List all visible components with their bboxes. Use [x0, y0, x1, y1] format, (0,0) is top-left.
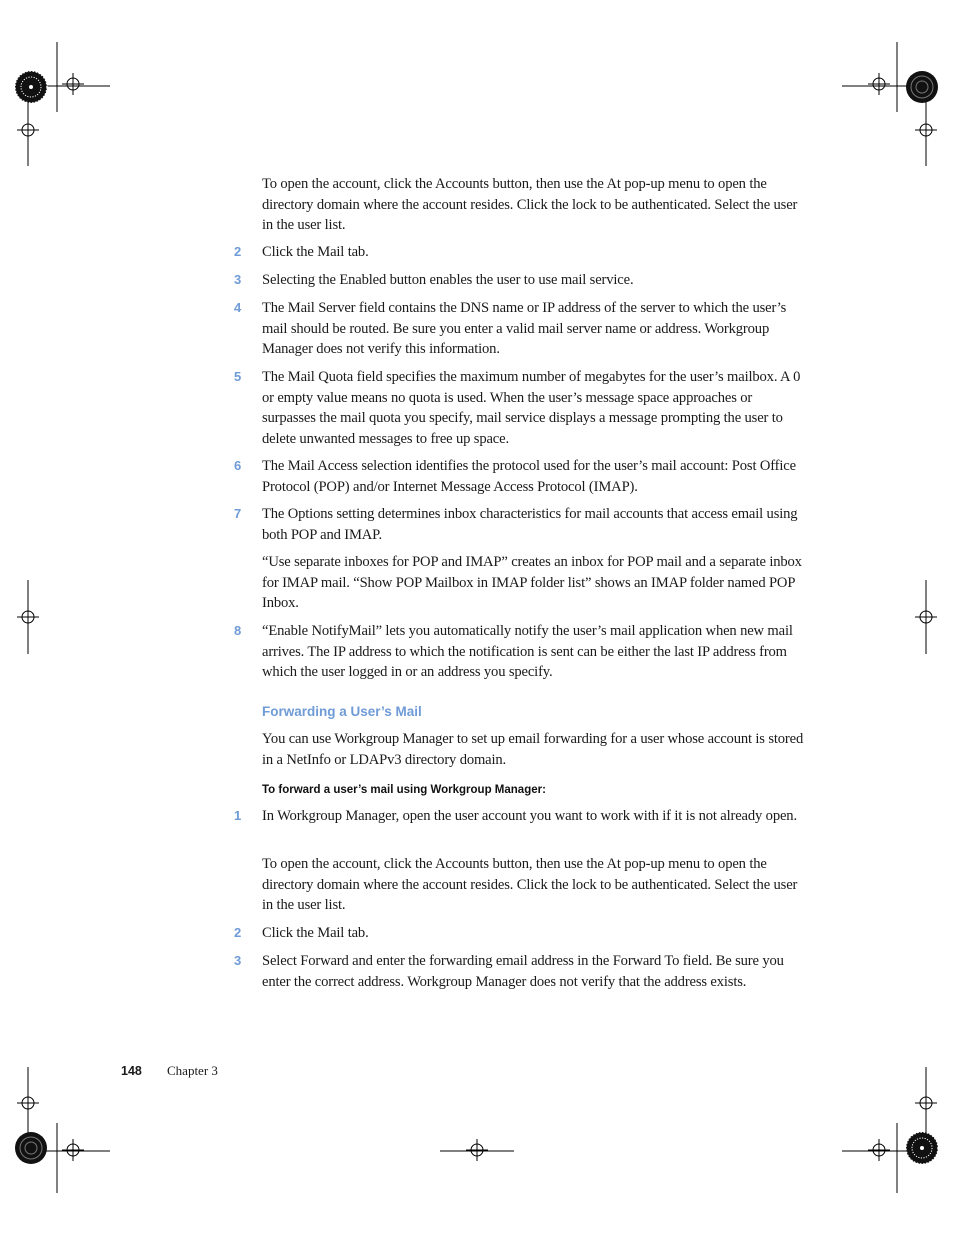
starburst-mark-icon	[906, 1132, 938, 1164]
step-number: 3	[234, 272, 242, 287]
registration-target-icon	[868, 73, 890, 95]
step-text: Select Forward and enter the forwarding email address in the Forward To field. Be sure you enter the correct address. Workgroup Manager does not verify that the address exists.	[262, 953, 784, 990]
dial-mark-icon	[906, 71, 938, 103]
step-number: 6	[234, 458, 242, 473]
registration-target-icon	[17, 606, 39, 628]
registration-target-icon	[17, 1092, 39, 1114]
step-number: 8	[234, 623, 242, 638]
open-account-note: To open the account, click the Accounts button, then use the At pop-up menu to open the directory domain where the account resides. Click the lock to be authenticated. Select the user in the user list.	[262, 856, 798, 913]
step-number: 2	[234, 244, 242, 259]
registration-target-icon	[915, 1092, 937, 1114]
registration-target-icon	[62, 1139, 84, 1161]
step-number: 7	[234, 506, 242, 521]
open-account-note: To open the account, click the Accounts button, then use the At pop-up menu to open the directory domain where the account resides. Click the lock to be authenticated. Select the user in the user list.	[262, 176, 798, 233]
step-text: In Workgroup Manager, open the user account you want to work with if it is not already open.	[262, 808, 797, 824]
registration-target-icon	[62, 73, 84, 95]
step-text: Selecting the Enabled button enables the user to use mail service.	[262, 272, 634, 288]
task-title: To forward a user’s mail using Workgroup Manager:	[262, 784, 546, 796]
registration-target-icon	[868, 1139, 890, 1161]
step-number: 3	[234, 953, 242, 968]
registration-target-icon	[17, 119, 39, 141]
options-note: “Use separate inboxes for POP and IMAP” creates an inbox for POP mail and a separate inbox for IMAP mail. “Show POP Mailbox in IMAP folder list” shows an IMAP folder named POP Inbox.	[262, 554, 802, 611]
starburst-mark-icon	[15, 71, 47, 103]
dial-mark-icon	[15, 1132, 47, 1164]
step-text: The Options setting determines inbox characteristics for mail accounts that access email using both POP and IMAP.	[262, 506, 798, 543]
section-intro: You can use Workgroup Manager to set up email forwarding for a user whose account is stored in a NetInfo or LDAPv3 directory domain.	[262, 731, 804, 768]
section-heading: Forwarding a User’s Mail	[262, 704, 422, 719]
step-text: Click the Mail tab.	[262, 925, 369, 941]
page-number: 148	[121, 1064, 142, 1078]
registration-target-icon	[466, 1139, 488, 1161]
registration-target-icon	[915, 606, 937, 628]
step-text: The Mail Server field contains the DNS name or IP address of the server to which the user’s mail should be routed. Be sure you enter a valid mail server name or address. Workgroup Manager does not verify this information.	[262, 300, 787, 357]
step-text: “Enable NotifyMail” lets you automatically notify the user’s mail application when new mail arrives. The IP address to which the notification is sent can be either the last IP address from which the user logged in or an address you specify.	[262, 623, 793, 680]
step-number: 4	[234, 300, 242, 315]
step-text: The Mail Quota field specifies the maximum number of megabytes for the user’s mailbox. A 0 or empty value means no quota is used. When the user’s message space approaches or surpasses the mail quota you specify, mail service displays a message prompting the user to delete unwanted messages to free up space.	[262, 369, 801, 447]
step-text: The Mail Access selection identifies the protocol used for the user’s mail account: Post Office Protocol (POP) and/or Internet Message Access Protocol (IMAP).	[262, 458, 796, 495]
step-number: 1	[234, 808, 242, 823]
registration-target-icon	[915, 119, 937, 141]
step-number: 2	[234, 925, 242, 940]
step-number: 5	[234, 369, 242, 384]
step-text: Click the Mail tab.	[262, 244, 369, 260]
chapter-label: Chapter 3	[167, 1063, 218, 1078]
